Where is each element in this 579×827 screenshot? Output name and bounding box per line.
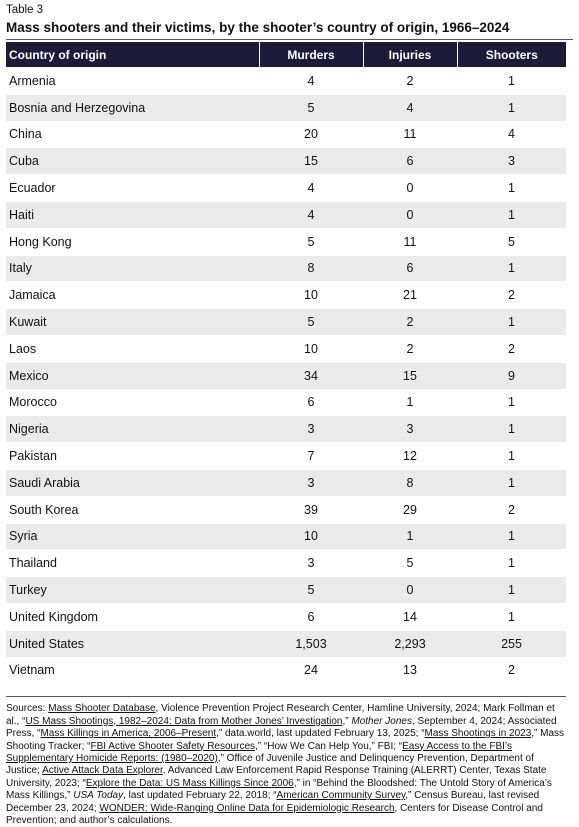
- cell-country: Armenia: [6, 68, 259, 95]
- cell-country: Jamaica: [6, 282, 259, 309]
- sources-note: [6, 696, 566, 827]
- cell-murders: 6: [259, 603, 363, 630]
- table-row: [6, 282, 566, 309]
- cell-injuries: 0: [363, 201, 457, 228]
- cell-country: Haiti: [6, 201, 259, 228]
- table-body: [6, 68, 566, 684]
- header-murders: Murders: [259, 42, 363, 68]
- cell-injuries: 1: [363, 523, 457, 550]
- cell-shooters: 1: [457, 389, 566, 416]
- cell-injuries: 2: [363, 309, 457, 336]
- cell-murders: 10: [259, 282, 363, 309]
- cell-shooters: 1: [457, 523, 566, 550]
- cell-shooters: 1: [457, 255, 566, 282]
- source-text: ,” data.world, last updated February 13, 2025; “: [216, 728, 425, 740]
- cell-murders: 4: [259, 201, 363, 228]
- cell-murders: 5: [259, 94, 363, 121]
- cell-injuries: 1: [363, 389, 457, 416]
- cell-country: Laos: [6, 335, 259, 362]
- cell-country: China: [6, 121, 259, 148]
- cell-injuries: 21: [363, 282, 457, 309]
- source-link[interactable]: Mass Shooter Database: [48, 703, 156, 715]
- source-link[interactable]: Easy Access to the FBI’s Supplementary Homicide Reports: (1980–2020): [6, 740, 512, 764]
- cell-injuries: 14: [363, 603, 457, 630]
- cell-country: Turkey: [6, 577, 259, 604]
- cell-shooters: 2: [457, 282, 566, 309]
- cell-shooters: 2: [457, 657, 566, 683]
- cell-injuries: 29: [363, 496, 457, 523]
- table-row: [6, 309, 566, 336]
- source-text: ,” Census Bureau, last revised December 23, 2024;: [6, 790, 540, 814]
- source-link[interactable]: Mass Killings in America, 2006–Present: [40, 728, 217, 740]
- cell-murders: 24: [259, 657, 363, 683]
- cell-murders: 10: [259, 523, 363, 550]
- source-link[interactable]: US Mass Shootings, 1982–2024: Data from Mother Jones’ Investigation: [25, 715, 343, 727]
- source-publication: Mother Jones: [351, 715, 412, 727]
- source-link[interactable]: FBI Active Shooter Safety Resources: [90, 740, 256, 752]
- cell-injuries: 4: [363, 94, 457, 121]
- source-link[interactable]: WONDER: Wide-Ranging Online Data for Epidemiologic Research: [99, 802, 395, 814]
- source-text: ,”: [342, 715, 352, 727]
- source-text: , last updated February 22, 2018; “: [123, 790, 277, 802]
- cell-shooters: 1: [457, 201, 566, 228]
- cell-country: Ecuador: [6, 175, 259, 202]
- cell-injuries: 3: [363, 416, 457, 443]
- cell-shooters: 9: [457, 362, 566, 389]
- table-row: [6, 228, 566, 255]
- cell-murders: 3: [259, 550, 363, 577]
- cell-shooters: 255: [457, 630, 566, 657]
- cell-murders: 4: [259, 68, 363, 95]
- cell-injuries: 6: [363, 255, 457, 282]
- source-text: , Advanced Law Enforcement Rapid Response Training (ALERRT) Center, Texas State University, 2023; “: [6, 765, 547, 789]
- table-row: [6, 603, 566, 630]
- cell-injuries: 0: [363, 577, 457, 604]
- cell-injuries: 2,293: [363, 630, 457, 657]
- source-publication: USA Today: [73, 790, 124, 802]
- source-text: , Violence Prevention Project Research Center, Hamline University, 2024; Mark Follman et al., “: [6, 703, 555, 727]
- source-text: , September 4, 2024; Associated Press, “: [6, 715, 557, 740]
- table-header: [6, 42, 566, 68]
- cell-shooters: 1: [457, 603, 566, 630]
- source-text: ,” in “Behind the Bloodshed: The Untold Story of America’s Mass Killings,”: [6, 777, 552, 802]
- cell-shooters: 1: [457, 416, 566, 443]
- table-row: [6, 496, 566, 523]
- table-row: [6, 362, 566, 389]
- source-text: , Centers for Disease Control and Prevention; and author’s calculations.: [6, 802, 543, 826]
- cell-murders: 4: [259, 175, 363, 202]
- cell-shooters: 1: [457, 577, 566, 604]
- table-row: [6, 630, 566, 657]
- cell-shooters: 1: [457, 443, 566, 470]
- table-row: [6, 175, 566, 202]
- cell-murders: 5: [259, 309, 363, 336]
- table-row: [6, 469, 566, 496]
- cell-injuries: 11: [363, 121, 457, 148]
- source-text: ,” “How We Can Help You,” FBI; “: [255, 740, 403, 752]
- cell-murders: 20: [259, 121, 363, 148]
- cell-murders: 1,503: [259, 630, 363, 657]
- cell-shooters: 2: [457, 496, 566, 523]
- cell-injuries: 12: [363, 443, 457, 470]
- data-table: [6, 42, 566, 683]
- cell-injuries: 2: [363, 68, 457, 95]
- cell-murders: 34: [259, 362, 363, 389]
- table-row: [6, 255, 566, 282]
- source-text: ,” Office of Juvenile Justice and Delinquency Prevention, Department of Justice;: [6, 752, 534, 777]
- cell-murders: 7: [259, 443, 363, 470]
- cell-country: United States: [6, 630, 259, 657]
- cell-shooters: 1: [457, 68, 566, 95]
- table-row: [6, 657, 566, 683]
- table-row: [6, 94, 566, 121]
- header-injuries: Injuries: [363, 42, 457, 68]
- cell-injuries: 2: [363, 335, 457, 362]
- cell-country: United Kingdom: [6, 603, 259, 630]
- source-link[interactable]: Mass Shootings in 2023: [424, 728, 532, 740]
- cell-injuries: 6: [363, 148, 457, 175]
- source-text: Sources:: [6, 703, 49, 715]
- table-row: [6, 148, 566, 175]
- table-title: Mass shooters and their victims, by the shooter’s country of origin, 1966–2024: [6, 19, 573, 40]
- cell-shooters: 1: [457, 94, 566, 121]
- cell-country: Kuwait: [6, 309, 259, 336]
- table-row: [6, 577, 566, 604]
- cell-country: Vietnam: [6, 657, 259, 683]
- table-row: [6, 68, 566, 95]
- table-row: [6, 121, 566, 148]
- cell-shooters: 1: [457, 309, 566, 336]
- header-row: [6, 42, 566, 68]
- cell-injuries: 5: [363, 550, 457, 577]
- header-shooters: Shooters: [457, 42, 566, 68]
- cell-murders: 15: [259, 148, 363, 175]
- cell-country: Cuba: [6, 148, 259, 175]
- cell-country: Saudi Arabia: [6, 469, 259, 496]
- cell-country: Mexico: [6, 362, 259, 389]
- cell-murders: 3: [259, 416, 363, 443]
- cell-country: Thailand: [6, 550, 259, 577]
- cell-country: Pakistan: [6, 443, 259, 470]
- cell-country: Hong Kong: [6, 228, 259, 255]
- cell-shooters: 2: [457, 335, 566, 362]
- cell-country: South Korea: [6, 496, 259, 523]
- cell-shooters: 4: [457, 121, 566, 148]
- table-row: [6, 416, 566, 443]
- cell-country: Morocco: [6, 389, 259, 416]
- table-row: [6, 201, 566, 228]
- cell-shooters: 1: [457, 550, 566, 577]
- cell-murders: 3: [259, 469, 363, 496]
- source-link[interactable]: American Community Survey: [276, 790, 406, 802]
- cell-murders: 39: [259, 496, 363, 523]
- cell-shooters: 3: [457, 148, 566, 175]
- cell-murders: 5: [259, 577, 363, 604]
- cell-shooters: 1: [457, 175, 566, 202]
- cell-injuries: 0: [363, 175, 457, 202]
- cell-country: Bosnia and Herzegovina: [6, 94, 259, 121]
- cell-injuries: 15: [363, 362, 457, 389]
- cell-injuries: 11: [363, 228, 457, 255]
- table-row: [6, 389, 566, 416]
- cell-murders: 5: [259, 228, 363, 255]
- source-text: ,” Mass Shooting Tracker; “: [6, 728, 565, 752]
- table-row: [6, 335, 566, 362]
- cell-murders: 8: [259, 255, 363, 282]
- cell-country: Syria: [6, 523, 259, 550]
- cell-murders: 10: [259, 335, 363, 362]
- cell-injuries: 13: [363, 657, 457, 683]
- cell-murders: 6: [259, 389, 363, 416]
- table-row: [6, 550, 566, 577]
- table-row: [6, 443, 566, 470]
- cell-country: Nigeria: [6, 416, 259, 443]
- cell-injuries: 8: [363, 469, 457, 496]
- source-link[interactable]: Active Attack Data Explorer: [42, 765, 163, 777]
- header-country: Country of origin: [6, 42, 259, 68]
- cell-country: Italy: [6, 255, 259, 282]
- source-link[interactable]: Explore the Data: US Mass Killings Since 2006: [85, 777, 294, 789]
- table-row: [6, 523, 566, 550]
- table-label: Table 3: [6, 4, 44, 16]
- cell-shooters: 1: [457, 469, 566, 496]
- cell-shooters: 5: [457, 228, 566, 255]
